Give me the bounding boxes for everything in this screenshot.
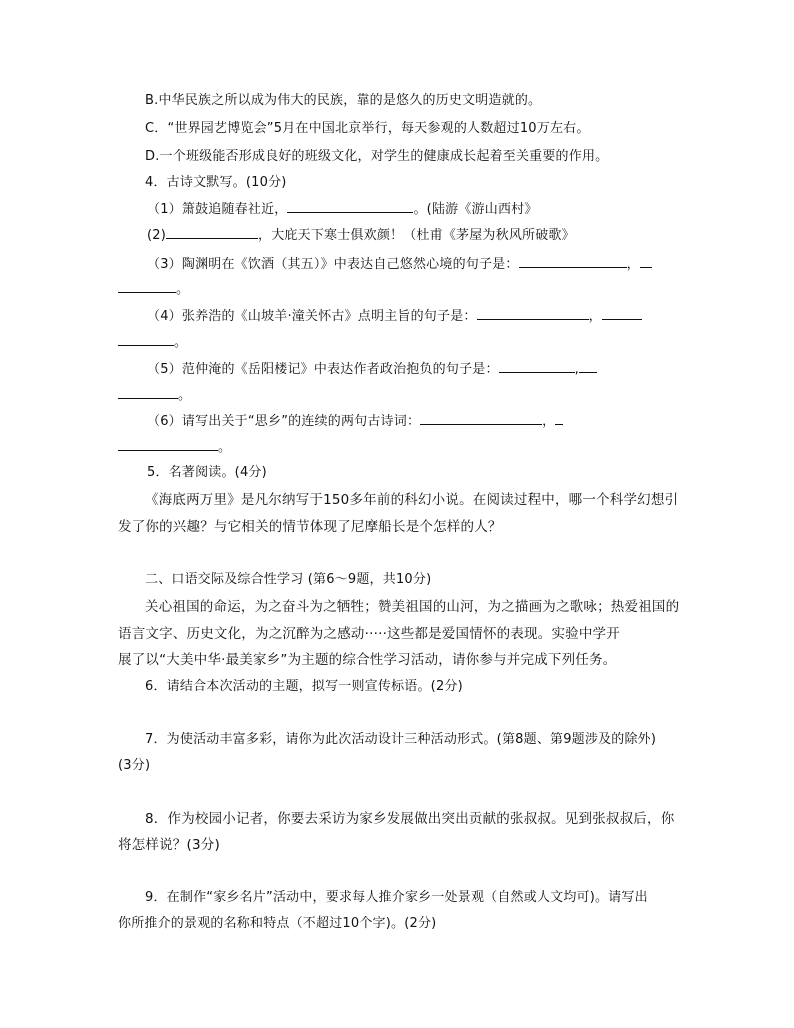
q4-item4-cont — [118, 333, 187, 352]
q4-item1-suffix: 。(陆游《游山西村》 — [413, 202, 538, 217]
q4-item5-end: 。 — [178, 388, 192, 403]
q4-item2 — [147, 226, 575, 245]
q4-item6 — [147, 412, 563, 431]
q5-line1: 《海底两万里》是凡尔纳写于150多年前的科幻小说。在阅读过程中，哪一个科学幻想引 — [145, 492, 679, 508]
q9-line1: 9．在制作“家乡名片”活动中，要求每人推介家乡一处景观（自然或人文均可)。请写出 — [145, 890, 648, 905]
q4-item4-comma: ， — [588, 309, 602, 324]
q4-item6-comma: ， — [542, 414, 556, 429]
q5-line2: 发了你的兴趣？与它相关的情节体现了尼摩船长是个怎样的人？ — [118, 519, 502, 535]
q4-item5 — [147, 360, 597, 379]
q8-line1: 8．作为校园小记者，你要去采访为家乡发展做出突出贡献的张叔叔。见到张叔叔后，你 — [145, 811, 675, 827]
answer-blank[interactable] — [118, 386, 178, 399]
q4-title: 4．古诗文默写。(10分) — [145, 175, 287, 190]
q7-line1: 7．为使活动丰富多彩，请你为此次活动设计三种活动形式。(第8题、第9题涉及的除外) — [145, 732, 657, 747]
q4-item1 — [147, 200, 538, 219]
answer-blank[interactable] — [118, 333, 174, 346]
option-d: D.一个班级能否形成良好的班级文化，对学生的健康成长起着至关重要的作用。 — [145, 149, 609, 164]
option-c: C．“世界园艺博览会”5月在中国北京举行，每天参观的人数超过10万左右。 — [145, 121, 590, 136]
q4-item3-comma: ， — [626, 257, 640, 272]
q4-item6-prefix: （6）请写出关于“思乡”的连续的两句古诗词： — [147, 414, 421, 429]
q9-line2: 你所推介的景观的名称和特点（不超过10个字)。(2分) — [118, 916, 437, 931]
answer-blank[interactable] — [477, 307, 589, 320]
answer-blank[interactable] — [420, 412, 542, 425]
q4-item3 — [147, 255, 652, 274]
q4-item5-prefix: （5）范仲淹的《岳阳楼记》中表达作者政治抱负的句子是： — [147, 362, 499, 377]
answer-blank[interactable] — [602, 307, 642, 320]
q5-title: 5．名著阅读。(4分) — [147, 465, 267, 480]
answer-blank[interactable] — [579, 360, 597, 373]
answer-blank[interactable] — [118, 280, 176, 293]
q4-item1-prefix: （1）箫鼓追随春社近， — [147, 202, 288, 217]
q4-item3-prefix: （3）陶渊明在《饮酒（其五）》中表达自己悠然心境的句子是： — [147, 257, 519, 272]
q8-line2: 将怎样说？(3分) — [118, 837, 220, 853]
option-b: B.中华民族之所以成为伟大的民族，靠的是悠久的历史文明造就的。 — [145, 93, 542, 108]
section2-intro-3: 展了以“大美中华·最美家乡”为主题的综合性学习活动，请你参与并完成下列任务。 — [118, 652, 617, 668]
q4-item2-prefix: (2) — [147, 228, 167, 243]
answer-blank[interactable] — [555, 412, 563, 425]
q4-item5-cont — [118, 386, 191, 405]
answer-blank[interactable] — [166, 226, 258, 239]
q4-item4-prefix: （4）张养浩的《山坡羊·潼关怀古》点明主旨的句子是： — [147, 309, 477, 324]
q4-item6-cont — [118, 438, 231, 457]
answer-blank[interactable] — [499, 360, 575, 373]
answer-blank[interactable] — [118, 438, 218, 451]
q6-text: 6．请结合本次活动的主题，拟写一则宣传标语。(2分) — [145, 679, 463, 694]
q7-line2: (3分) — [118, 758, 151, 773]
q4-item3-cont — [118, 280, 189, 299]
answer-blank[interactable] — [640, 255, 652, 268]
q4-item2-suffix: ，大庇天下寒士俱欢颜！（杜甫《茅屋为秋风所破歌》 — [258, 228, 575, 243]
q4-item5-comma: , — [574, 362, 580, 377]
section2-intro-1: 关心祖国的命运，为之奋斗为之牺牲；赞美祖国的山河，为之描画为之歌咏；热爱祖国的 — [145, 599, 680, 615]
section2-title: 二、口语交际及综合性学习 (第6～9题，共10分) — [145, 572, 432, 587]
q4-item6-end: 。 — [218, 440, 232, 455]
q4-item3-end: 。 — [176, 282, 190, 297]
q4-item4 — [147, 307, 642, 326]
answer-blank[interactable] — [287, 200, 413, 213]
q4-item4-end: 。 — [174, 335, 188, 350]
answer-blank[interactable] — [519, 255, 627, 268]
section2-intro-2: 语言文字、历史文化，为之沉醉为之感动·····这些都是爱国情怀的表现。实验中学开 — [118, 626, 620, 642]
